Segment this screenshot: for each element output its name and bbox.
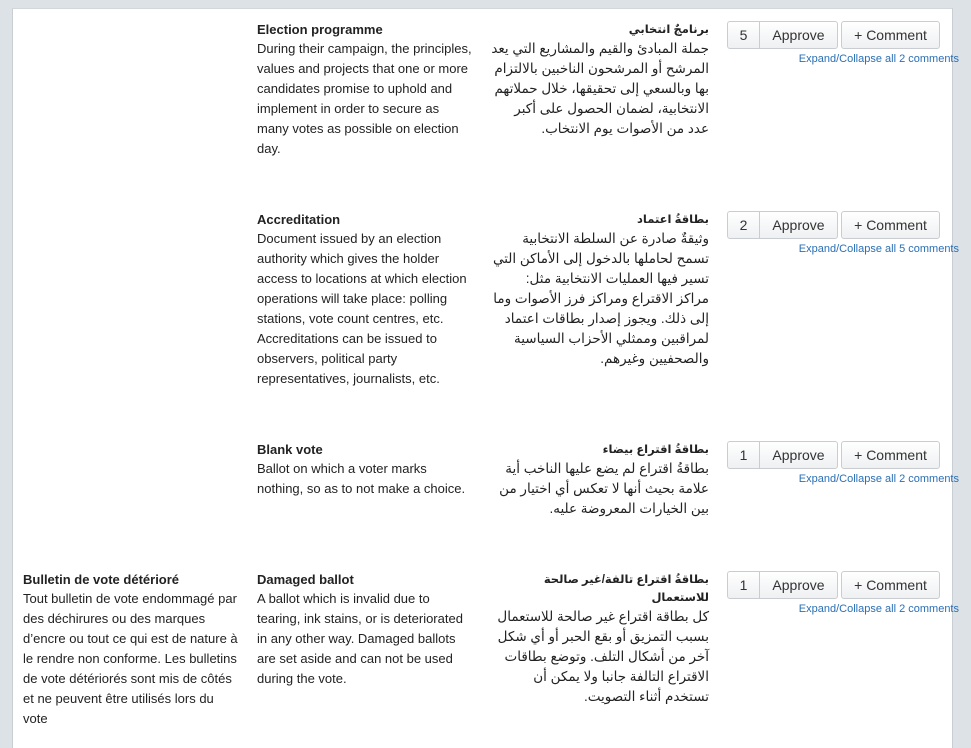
arabic-definition: وثيقةٌ صادرة عن السلطة الانتخابية تسمح لحاملها بالدخول إلى الأماكن التي تسير فيها العمليات الانتخابية مثل: مراكز الاقتراع ومراكز فرز الأصوات وما إلى ذلك. ويجوز إصدار بطاقات اعتماد لمراقبين وممثلي الأحزاب السياسية والصحفيين وغيرهم. [492,231,709,366]
vote-button-group [727,441,959,485]
vote-button-group [727,571,959,615]
approve-count: 1 [727,441,760,469]
english-term: Damaged ballot [257,572,354,587]
arabic-definition: بطاقةُ اقتراع لم يضع عليها الناخب أية علامة بحيث أنها لا تعكس أي اختيار من بين الخيارات المعروضة عليه. [499,461,709,516]
approve-count: 5 [727,21,760,49]
arabic-column [491,441,709,519]
add-comment-button[interactable]: + Comment [841,211,940,239]
add-comment-button[interactable]: + Comment [841,571,940,599]
arabic-column [491,21,709,139]
vote-button-group [727,21,959,65]
expand-comments-link[interactable]: Expand/Collapse all 5 comments [798,243,959,255]
arabic-column [491,571,709,707]
actions [727,211,959,255]
glossary-row [13,571,959,741]
english-definition: Ballot on which a voter marks nothing, so as to not make a choice. [257,461,466,496]
arabic-definition: كل بطاقة اقتراع غير صالحة للاستعمال بسبب التمزيق أو بقع الحبر أو أي شكل آخر من أشكال التلف. وتوضع بطاقات الاقتراع التالفة جانبا ولا يمكن أن تستخدم أثناء التصويت. [497,609,709,704]
english-column [257,21,473,159]
english-term: Election programme [257,22,383,37]
arabic-term: بطاقةُ اعتماد [637,214,709,226]
glossary-row [13,21,959,201]
french-column [23,571,238,729]
vote-button-group [727,211,959,255]
glossary-row [13,211,959,431]
expand-comments-link[interactable]: Expand/Collapse all 2 comments [798,473,959,485]
approve-button[interactable]: Approve [759,441,838,469]
english-definition: During their campaign, the principles, values and projects that one or more candidates promise to uphold and implement in order to secure as many votes as possible on election day. [257,41,472,156]
approve-count: 2 [727,211,760,239]
arabic-term: بطاقةُ اقتراع تالفة/غير صالحة للاستعمال [543,574,709,604]
actions [727,441,959,485]
french-definition: Tout bulletin de vote endommagé par des déchirures ou des marques d’encre ou tout ce qui est de nature à le rendre non conforme. Les bulletins de vote détériorés sont mis de côtés et ne peuvent être utilisés lors du vote [23,591,238,726]
french-term: Bulletin de vote détérioré [23,572,180,587]
expand-comments-link[interactable]: Expand/Collapse all 2 comments [798,53,959,65]
arabic-definition: جملة المبادئ والقيم والمشاريع التي يعد المرشح أو المرشحون الناخبين بالالتزام بها وبالسعي إلى تحقيقها، خلال حملاتهم الانتخابية، لضمان الحصول على أكبر عدد من الأصوات يوم الانتخاب. [491,41,709,136]
arabic-term: برنامجٌ انتخابي [628,24,709,36]
english-term: Accreditation [257,212,341,227]
approve-button[interactable]: Approve [759,211,838,239]
add-comment-button[interactable]: + Comment [841,21,940,49]
english-column [257,441,473,499]
actions [727,571,959,615]
approve-count: 1 [727,571,760,599]
english-column [257,571,473,689]
english-definition: A ballot which is invalid due to tearing, ink stains, or is deteriorated in any other way. Damaged ballots are set aside and can not be used during the vote. [257,591,463,686]
english-column [257,211,473,389]
glossary-row [13,441,959,561]
arabic-column [491,211,709,369]
english-definition: Document issued by an election authority which gives the holder access to locations at which election operations will take place: polling stations, vote count centres, etc. Accreditations can be issued to observers, political party representatives, journalists, etc. [257,231,467,386]
arabic-term: بطاقةُ اقتراع بيضاء [602,444,709,456]
approve-button[interactable]: Approve [759,571,838,599]
actions [727,21,959,65]
add-comment-button[interactable]: + Comment [841,441,940,469]
english-term: Blank vote [257,442,323,457]
expand-comments-link[interactable]: Expand/Collapse all 2 comments [798,603,959,615]
approve-button[interactable]: Approve [759,21,838,49]
glossary-panel [12,8,959,748]
